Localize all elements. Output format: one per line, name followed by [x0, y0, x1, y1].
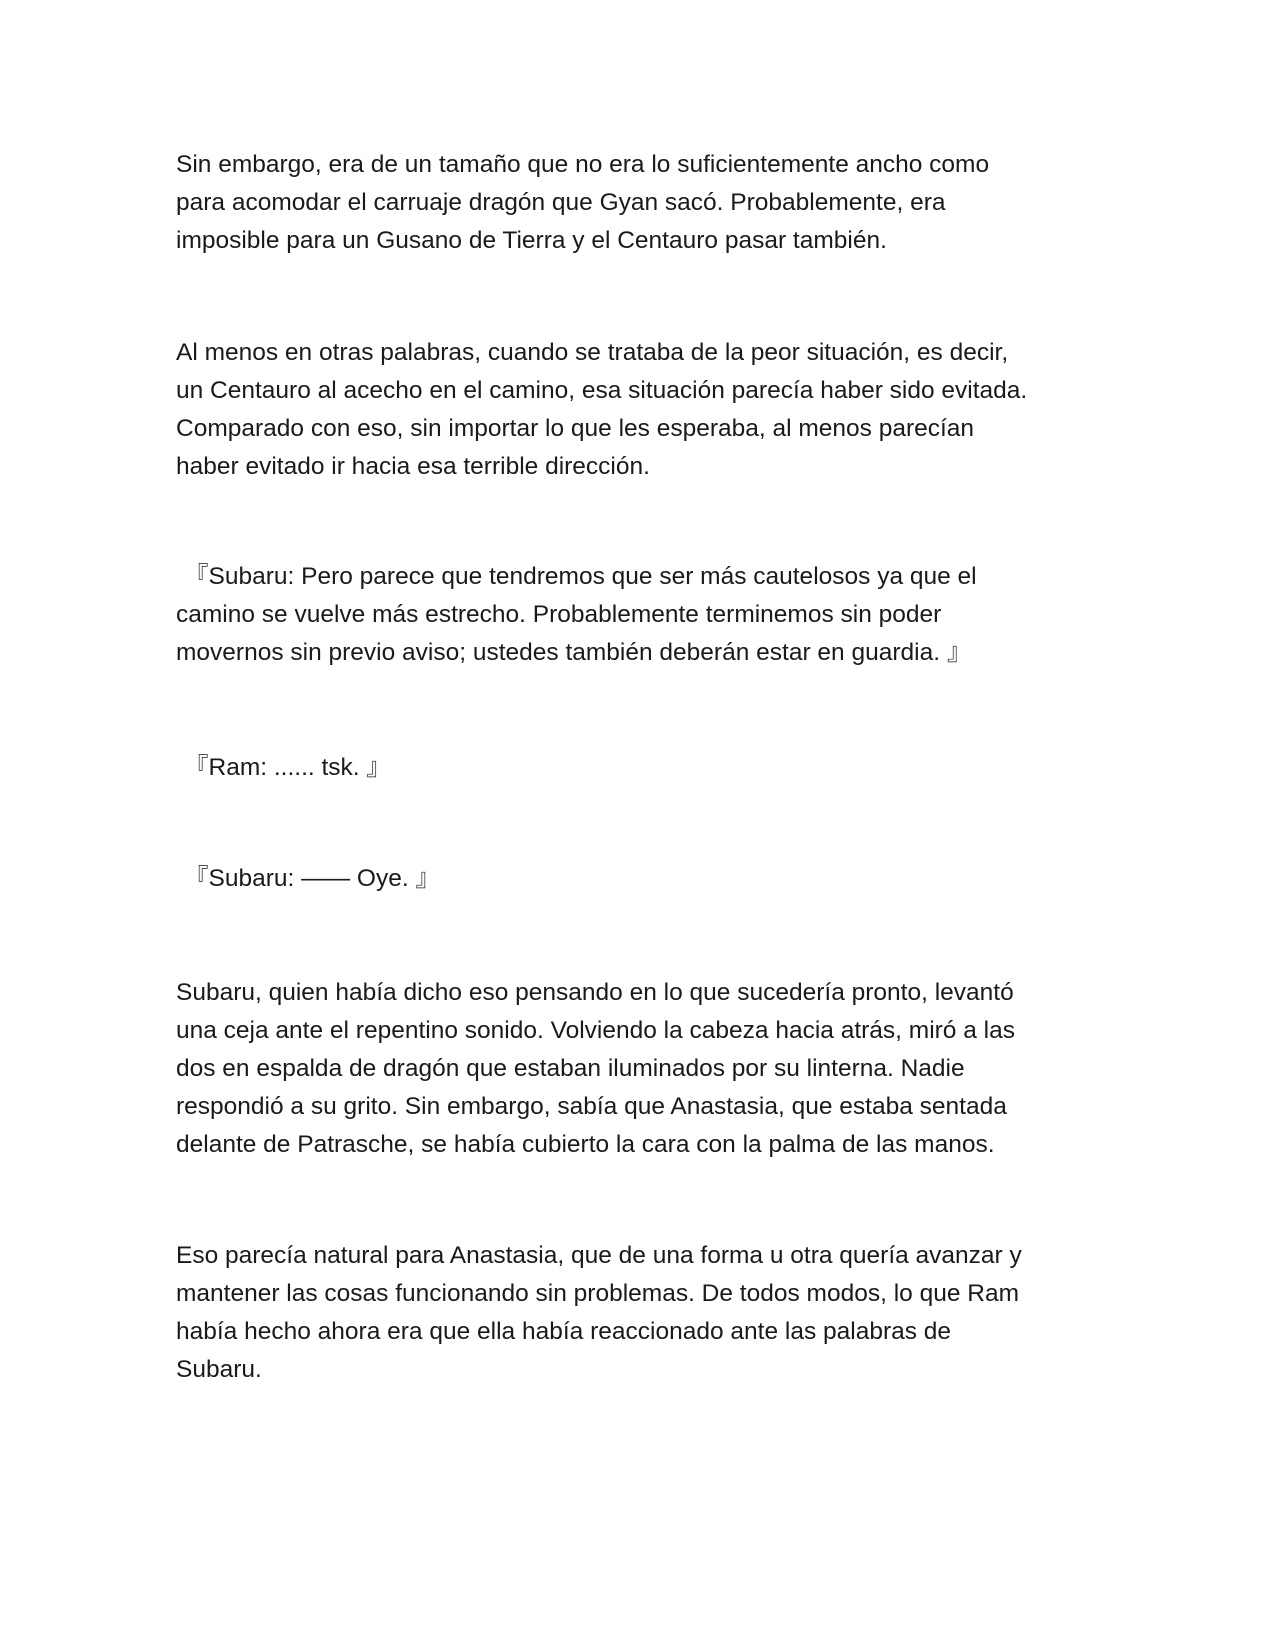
text-line: 『Ram: ...... tsk. 』 — [184, 754, 391, 781]
text-line: 『Subaru: —— Oye. 』 — [184, 865, 440, 892]
text-line: delante de Patrasche, se había cubierto la cara con la palma de las manos. — [176, 1131, 995, 1158]
dialogue-subaru-2 — [176, 860, 1106, 898]
text-line: 『Subaru: Pero parece que tendremos que ser más cautelosos ya que el — [184, 563, 977, 590]
text-line: una ceja ante el repentino sonido. Volviendo la cabeza hacia atrás, miró a las — [176, 1017, 1015, 1044]
text-line: camino se vuelve más estrecho. Probablemente terminemos sin poder — [176, 601, 942, 628]
dialogue-ram — [176, 749, 1106, 787]
paragraph-7 — [176, 1237, 1106, 1389]
text-line: había hecho ahora era que ella había reaccionado ante las palabras de — [176, 1318, 952, 1345]
text-line: haber evitado ir hacia esa terrible dirección. — [176, 453, 650, 480]
text-line: Comparado con eso, sin importar lo que les esperaba, al menos parecían — [176, 415, 975, 442]
paragraph-6 — [176, 974, 1106, 1164]
text-line: mantener las cosas funcionando sin problemas. De todos modos, lo que Ram — [176, 1280, 1019, 1307]
paragraph-1 — [176, 146, 1106, 260]
text-line: Al menos en otras palabras, cuando se trataba de la peor situación, es decir, — [176, 339, 1009, 366]
text-line: Subaru, quien había dicho eso pensando en lo que sucedería pronto, levantó — [176, 979, 1014, 1006]
text-line: imposible para un Gusano de Tierra y el Centauro pasar también. — [176, 227, 887, 254]
text-line: Subaru. — [176, 1356, 262, 1383]
dialogue-subaru-1 — [176, 558, 1106, 672]
paragraph-2 — [176, 334, 1106, 486]
text-line: un Centauro al acecho en el camino, esa situación parecía haber sido evitada. — [176, 377, 1028, 404]
text-line: para acomodar el carruaje dragón que Gyan sacó. Probablemente, era — [176, 189, 946, 216]
text-line: respondió a su grito. Sin embargo, sabía que Anastasia, que estaba sentada — [176, 1093, 1007, 1120]
text-line: dos en espalda de dragón que estaban iluminados por su linterna. Nadie — [176, 1055, 965, 1082]
text-line: Eso parecía natural para Anastasia, que de una forma u otra quería avanzar y — [176, 1242, 1022, 1269]
text-line: movernos sin previo aviso; ustedes también deberán estar en guardia. 』 — [176, 639, 972, 666]
text-line: Sin embargo, era de un tamaño que no era lo suficientemente ancho como — [176, 151, 990, 178]
